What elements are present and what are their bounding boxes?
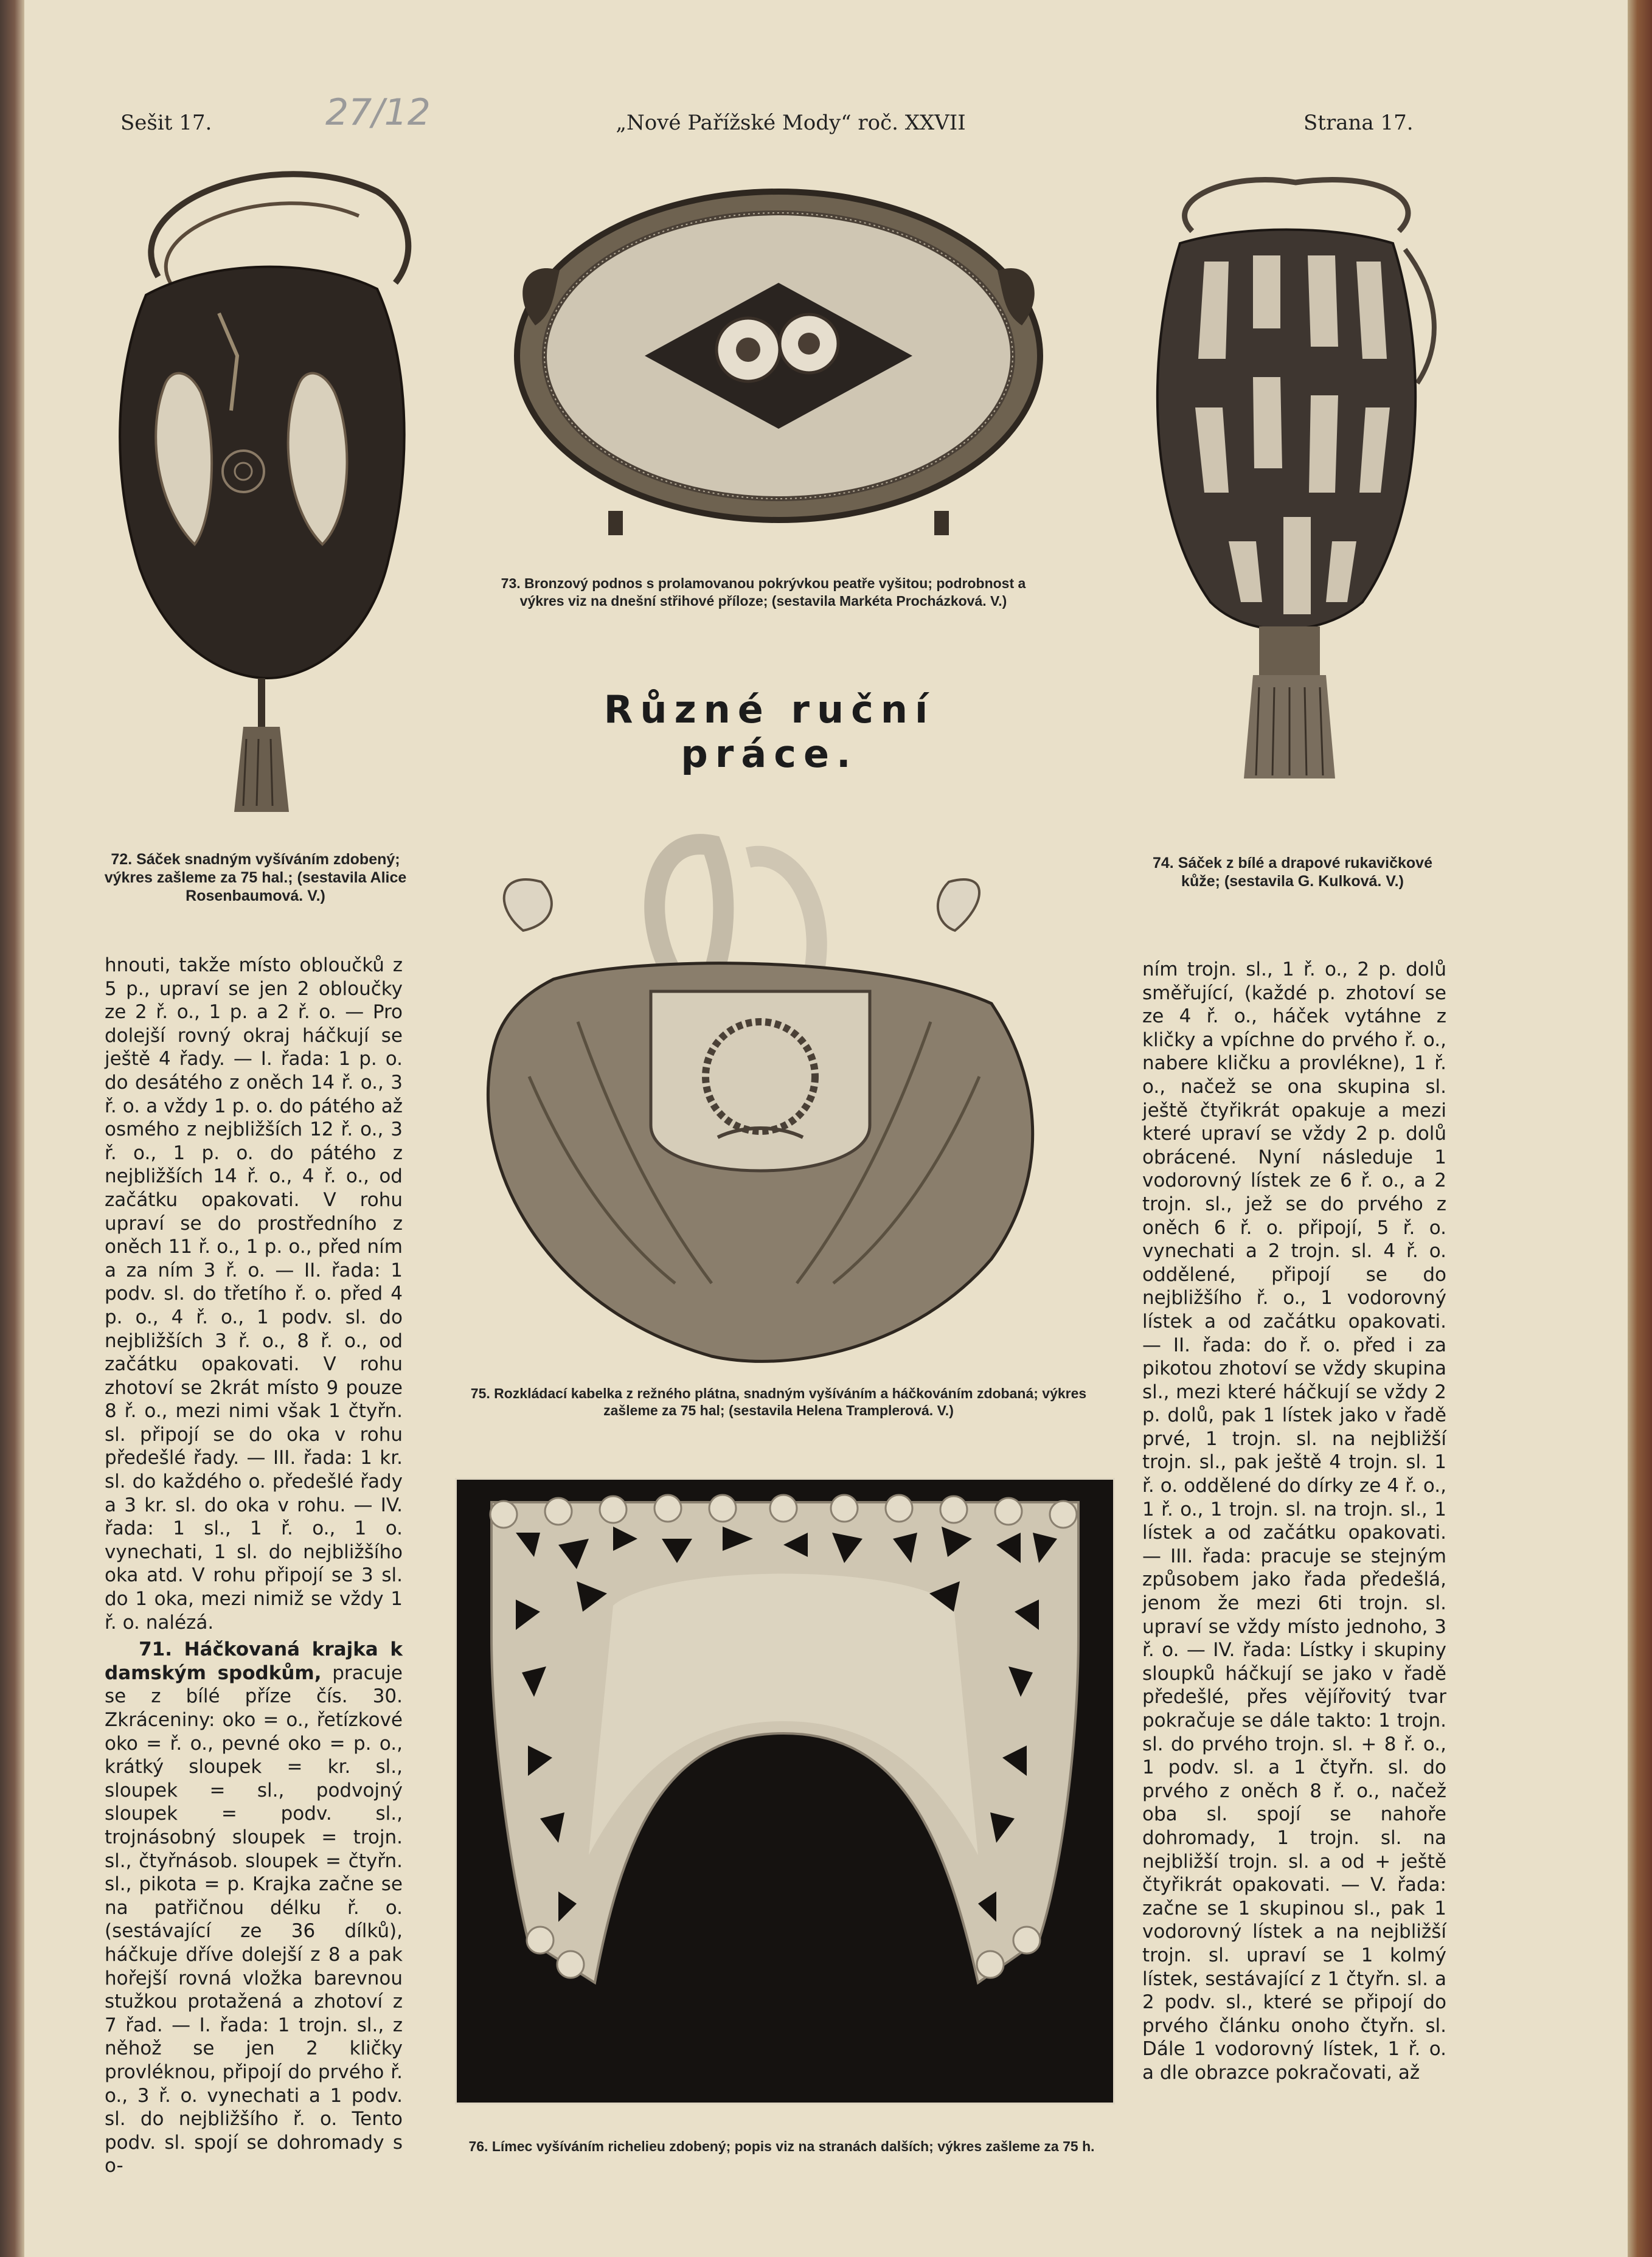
figure-76-richelieu-collar: [455, 1478, 1115, 2104]
figure-74-leather-bag: [1137, 176, 1454, 803]
figure-75-linen-bag: [456, 821, 1064, 1381]
left-text-column: [105, 954, 403, 2178]
running-title: „Nové Pařížské Mody“ roč. XXVII: [616, 111, 966, 135]
page-number: Strana 17.: [1303, 111, 1414, 135]
figure-76-caption: 76. Límec vyšíváním richelieu zdobený; popis viz na stranách dalších; výkres zašleme za 75 h.: [468, 2138, 1095, 2154]
section-title: Různé ruční práce.: [603, 687, 935, 776]
section-71-heading: 71. Háčkovaná krajka k damským spodkům,: [105, 1638, 403, 1684]
figure-73-oval-tray: [499, 173, 1058, 556]
left-column-paragraph-2: pracuje se z bílé příze čís. 30. Zkráceniny: oko = o., řetízkové oko = ř. o., pevné oko = p. o., krátký sloupek = kr. sl., sloupek = sl., podvojný sloupek = podv. sl., trojnásobný sloupek = trojn. sl., čtyřnásob. sloupek = čtyřn. sl., pikota = p. Krajka začne se na patřičnou délku ř. o. (sestávající ze 36 dílků), háčkuje dříve dolejší z 8 a pak hořejší rovná vložka barevnou stužkou protažená a zhotoví z 7 řad. — I. řada: 1 trojn. sl., z něhož se jen 2 kličky provléknou, připojí do prvého ř. o., 3 ř. o. vynechati a 1 podv. sl. do nejbližšího ř. o. Tento podv. sl. spojí se dohromady s o-: [105, 1662, 403, 2177]
figure-74-caption: 74. Sáček z bílé a drapové rukavičkové kůže; (sestavila G. Kulková. V.): [1153, 855, 1432, 890]
book-gutter: [0, 0, 24, 2257]
figure-72-caption: 72. Sáček snadným vyšíváním zdobený; výkres zašleme za 75 hal.; (sestavila Alice Rosenbaumová. V.): [104, 851, 407, 904]
figure-75-caption: 75. Rozkládací kabelka z režného plátna, snadným vyšíváním a háčkováním zdobaná; výkres zašleme za 75 hal; (sestavila Helena Tramplerová. V.): [470, 1385, 1087, 1418]
book-spine-edge: [1628, 0, 1652, 2257]
left-column-paragraph-1: hnouti, takže místo obloučků z 5 p., upraví se jen 2 obloučky ze 2 ř. o., 1 p. a 2 ř. o. — Pro dolejší rovný okraj háčkují se ještě 4 řady. — I. řada: 1 p. o. do desátého z oněch 14 ř. o., 3 ř. o. a vždy 1 p. o. do pátého až osmého z nejbližších 12 ř. o., 3 ř. o., 1 p. o. do pátého z nejbližších 14 ř. o., 4 ř. o., od začátku opakovati. V rohu upraví se do prostředního z oněch 11 ř. o., 1 p. o., před ním a za ním 3 ř. o. — II. řada: 1 podv. sl. do třetího ř. o. před 4 p. o., 4 ř. o., 1 podv. sl. do nejbližších 3 ř. o., 8 ř. o., od začátku opakovati. V rohu zhotoví se 2krát místo 9 pouze 8 ř. o., mezi nimi však 1 čtyřn. sl. připojí se do oka v rohu předešlé řady. — III. řada: 1 kr. sl. do každého o. předešlé řady a 3 kr. sl. do oka v rohu. — IV. řada: 1 sl., 1 ř. o., 1 o. vynechati, 1 sl. do nejbližšího oka atd. V rohu připojí se 3 sl. do 1 oka, mezi nimiž se vždy 1 ř. o. nalézá.: [105, 954, 403, 1634]
right-column-text: ním trojn. sl., 1 ř. o., 2 p. dolů směřující, (každé p. zhotoví se ze 4 ř. o., háček vytáhne z kličky a vpíchne do prvého ř. o., nabere kličku a provlékne), 1 ř. o., načež se ona skupina sl. ještě čtyřikrát opakuje a mezi které upraví se vždy 2 p. dolů obrácené. Nyní následuje 1 vodorovný lístek ze 6 ř. o., a 2 trojn. sl., jež se do prvého z oněch 6 ř. o. připojí, 5 ř. o. vynechati a 2 trojn. sl. 4 ř. o. oddělené, připojí se do nejbližšího ř. o., 1 vodorovný lístek a od začátku opakovati. — II. řada: do ř. o. před i za pikotou zhotoví se vždy skupina sl., mezi které háčkují se vždy 2 p. dolů, pak 1 lístek jako v řadě prvé, 1 trojn. sl. na nejbližší trojn. sl., pak ještě 4 trojn. sl. 1 ř. o. oddělené do dírky ze 4 ř. o., 1 ř. o., 1 trojn. sl. na trojn. sl., 1 lístek a od začátku opakovati. — III. řada: pracuje se stejným způsobem jako řada předešlá, jenom že mezi 6ti trojn. sl. upraví se vždy místo jednoho, 3 ř. o. — IV. řada: Lístky i skupiny sloupků háčkují se jako v řadě předešlé, přes vějířovitý tvar pokračuje se dále takto: 1 trojn. sl. do prvého trojn. sl. + 8 ř. o., 1 podv. sl. a 1 čtyřn. sl. do prvého z oněch 8 ř. o., načež oba sl. spojí se nahoře dohromady, 1 trojn. sl. na nejbližší trojn. sl. a od + ještě čtyřikrát opakovati. — V. řada: začne se 1 skupinou sl., pak 1 vodorovný lístek a na nejbližší trojn. sl. upraví se 1 kolmý lístek, sestávající z 1 čtyřn. sl. a 2 podv. sl., které se připojí do prvého článku onoho čtyřn. sl. Dále 1 vodorovný lístek, 1 ř. o. a dle obrazce pokračovati, až: [1142, 959, 1446, 2084]
right-text-column: [1142, 958, 1446, 2085]
pencil-annotation: 27/12: [325, 91, 431, 134]
issue-number: Sešit 17.: [120, 111, 212, 135]
figure-72-embroidered-bag: [91, 155, 432, 824]
figure-73-caption: 73. Bronzový podnos s prolamovanou pokrývkou peatře vyšitou; podrobnost a výkres viz na dnešní střihové příloze; (sestavila Markéta Procházková. V.): [501, 575, 1026, 609]
